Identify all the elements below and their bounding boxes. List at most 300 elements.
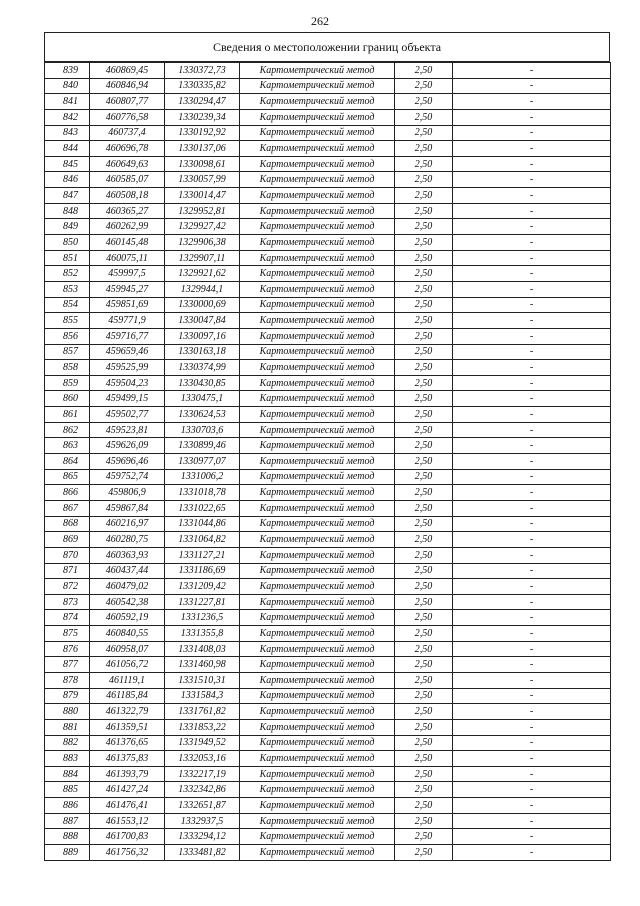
x-coordinate-cell: 460508,18 — [90, 188, 165, 204]
y-coordinate-cell: 1330097,16 — [165, 328, 240, 344]
point-number-cell: 886 — [45, 798, 90, 814]
point-number-cell: 875 — [45, 626, 90, 642]
x-coordinate-cell: 460846,94 — [90, 78, 165, 94]
description-cell: - — [453, 829, 611, 845]
accuracy-cell: 2,50 — [395, 688, 453, 704]
x-coordinate-cell: 460869,45 — [90, 63, 165, 79]
method-cell: Картометрический метод — [240, 719, 395, 735]
method-cell: Картометрический метод — [240, 845, 395, 861]
description-cell: - — [453, 704, 611, 720]
table-row — [45, 219, 611, 235]
description-cell: - — [453, 672, 611, 688]
accuracy-cell: 2,50 — [395, 281, 453, 297]
method-cell: Картометрический метод — [240, 469, 395, 485]
table-row — [45, 532, 611, 548]
y-coordinate-cell: 1330430,85 — [165, 375, 240, 391]
y-coordinate-cell: 1331408,03 — [165, 641, 240, 657]
method-cell: Картометрический метод — [240, 328, 395, 344]
description-cell: - — [453, 172, 611, 188]
method-cell: Картометрический метод — [240, 375, 395, 391]
accuracy-cell: 2,50 — [395, 360, 453, 376]
description-cell: - — [453, 594, 611, 610]
x-coordinate-cell: 460696,78 — [90, 141, 165, 157]
point-number-cell: 861 — [45, 407, 90, 423]
x-coordinate-cell: 459771,9 — [90, 313, 165, 329]
y-coordinate-cell: 1329921,62 — [165, 266, 240, 282]
y-coordinate-cell: 1331006,2 — [165, 469, 240, 485]
y-coordinate-cell: 1329906,38 — [165, 235, 240, 251]
table-row — [45, 281, 611, 297]
table-row — [45, 516, 611, 532]
accuracy-cell: 2,50 — [395, 328, 453, 344]
method-cell: Картометрический метод — [240, 219, 395, 235]
accuracy-cell: 2,50 — [395, 641, 453, 657]
method-cell: Картометрический метод — [240, 500, 395, 516]
x-coordinate-cell: 460585,07 — [90, 172, 165, 188]
point-number-cell: 854 — [45, 297, 90, 313]
method-cell: Картометрический метод — [240, 547, 395, 563]
y-coordinate-cell: 1330899,46 — [165, 438, 240, 454]
accuracy-cell: 2,50 — [395, 594, 453, 610]
table-row — [45, 719, 611, 735]
method-cell: Картометрический метод — [240, 813, 395, 829]
point-number-cell: 869 — [45, 532, 90, 548]
accuracy-cell: 2,50 — [395, 626, 453, 642]
accuracy-cell: 2,50 — [395, 704, 453, 720]
table-row — [45, 125, 611, 141]
description-cell: - — [453, 78, 611, 94]
method-cell: Картометрический метод — [240, 391, 395, 407]
description-cell: - — [453, 344, 611, 360]
method-cell: Картометрический метод — [240, 594, 395, 610]
x-coordinate-cell: 461553,12 — [90, 813, 165, 829]
accuracy-cell: 2,50 — [395, 438, 453, 454]
table-row — [45, 626, 611, 642]
table-row — [45, 829, 611, 845]
accuracy-cell: 2,50 — [395, 94, 453, 110]
y-coordinate-cell: 1330137,06 — [165, 141, 240, 157]
table-row — [45, 672, 611, 688]
x-coordinate-cell: 461119,1 — [90, 672, 165, 688]
y-coordinate-cell: 1330624,53 — [165, 407, 240, 423]
table-row — [45, 328, 611, 344]
point-number-cell: 859 — [45, 375, 90, 391]
y-coordinate-cell: 1333294,12 — [165, 829, 240, 845]
table-row — [45, 469, 611, 485]
accuracy-cell: 2,50 — [395, 610, 453, 626]
description-cell: - — [453, 266, 611, 282]
table-row — [45, 78, 611, 94]
method-cell: Картометрический метод — [240, 313, 395, 329]
section-title: Сведения о местоположении границ объекта — [44, 33, 610, 62]
y-coordinate-cell: 1333481,82 — [165, 845, 240, 861]
accuracy-cell: 2,50 — [395, 235, 453, 251]
table-row — [45, 188, 611, 204]
x-coordinate-cell: 459523,81 — [90, 422, 165, 438]
table-row — [45, 641, 611, 657]
point-number-cell: 888 — [45, 829, 90, 845]
accuracy-cell: 2,50 — [395, 469, 453, 485]
description-cell: - — [453, 438, 611, 454]
x-coordinate-cell: 459626,09 — [90, 438, 165, 454]
point-number-cell: 882 — [45, 735, 90, 751]
y-coordinate-cell: 1330014,47 — [165, 188, 240, 204]
description-cell: - — [453, 641, 611, 657]
accuracy-cell: 2,50 — [395, 344, 453, 360]
method-cell: Картометрический метод — [240, 563, 395, 579]
method-cell: Картометрический метод — [240, 78, 395, 94]
description-cell: - — [453, 235, 611, 251]
y-coordinate-cell: 1331022,65 — [165, 500, 240, 516]
description-cell: - — [453, 297, 611, 313]
description-cell: - — [453, 156, 611, 172]
y-coordinate-cell: 1331127,21 — [165, 547, 240, 563]
method-cell: Картометрический метод — [240, 798, 395, 814]
method-cell: Картометрический метод — [240, 688, 395, 704]
page-number: 262 — [311, 14, 329, 28]
table-row — [45, 594, 611, 610]
y-coordinate-cell: 1330372,73 — [165, 63, 240, 79]
table-row — [45, 156, 611, 172]
accuracy-cell: 2,50 — [395, 672, 453, 688]
table-row — [45, 172, 611, 188]
y-coordinate-cell: 1330977,07 — [165, 454, 240, 470]
method-cell: Картометрический метод — [240, 579, 395, 595]
y-coordinate-cell: 1331510,31 — [165, 672, 240, 688]
accuracy-cell: 2,50 — [395, 563, 453, 579]
point-number-cell: 842 — [45, 109, 90, 125]
accuracy-cell: 2,50 — [395, 297, 453, 313]
table-row — [45, 266, 611, 282]
point-number-cell: 848 — [45, 203, 90, 219]
accuracy-cell: 2,50 — [395, 172, 453, 188]
point-number-cell: 843 — [45, 125, 90, 141]
description-cell: - — [453, 500, 611, 516]
x-coordinate-cell: 461359,51 — [90, 719, 165, 735]
y-coordinate-cell: 1331186,69 — [165, 563, 240, 579]
table-row — [45, 688, 611, 704]
point-number-cell: 868 — [45, 516, 90, 532]
table-row — [45, 798, 611, 814]
table-row — [45, 500, 611, 516]
accuracy-cell: 2,50 — [395, 657, 453, 673]
point-number-cell: 864 — [45, 454, 90, 470]
description-cell: - — [453, 328, 611, 344]
accuracy-cell: 2,50 — [395, 78, 453, 94]
table-row — [45, 735, 611, 751]
point-number-cell: 851 — [45, 250, 90, 266]
point-number-cell: 841 — [45, 94, 90, 110]
method-cell: Картометрический метод — [240, 626, 395, 642]
x-coordinate-cell: 459867,84 — [90, 500, 165, 516]
method-cell: Картометрический метод — [240, 610, 395, 626]
table-row — [45, 391, 611, 407]
y-coordinate-cell: 1332217,19 — [165, 766, 240, 782]
y-coordinate-cell: 1331209,42 — [165, 579, 240, 595]
accuracy-cell: 2,50 — [395, 845, 453, 861]
table-row — [45, 250, 611, 266]
point-number-cell: 881 — [45, 719, 90, 735]
point-number-cell: 884 — [45, 766, 90, 782]
y-coordinate-cell: 1332053,16 — [165, 751, 240, 767]
x-coordinate-cell: 460840,55 — [90, 626, 165, 642]
description-cell: - — [453, 281, 611, 297]
table-row — [45, 438, 611, 454]
table-row — [45, 407, 611, 423]
coordinates-section — [44, 32, 610, 861]
method-cell: Картометрический метод — [240, 704, 395, 720]
y-coordinate-cell: 1331064,82 — [165, 532, 240, 548]
method-cell: Картометрический метод — [240, 109, 395, 125]
y-coordinate-cell: 1331044,86 — [165, 516, 240, 532]
description-cell: - — [453, 735, 611, 751]
accuracy-cell: 2,50 — [395, 751, 453, 767]
method-cell: Картометрический метод — [240, 516, 395, 532]
accuracy-cell: 2,50 — [395, 719, 453, 735]
point-number-cell: 877 — [45, 657, 90, 673]
x-coordinate-cell: 460437,44 — [90, 563, 165, 579]
table-row — [45, 813, 611, 829]
accuracy-cell: 2,50 — [395, 188, 453, 204]
point-number-cell: 871 — [45, 563, 90, 579]
accuracy-cell: 2,50 — [395, 454, 453, 470]
description-cell: - — [453, 188, 611, 204]
y-coordinate-cell: 1330239,34 — [165, 109, 240, 125]
y-coordinate-cell: 1331236,5 — [165, 610, 240, 626]
accuracy-cell: 2,50 — [395, 219, 453, 235]
table-row — [45, 704, 611, 720]
description-cell: - — [453, 63, 611, 79]
y-coordinate-cell: 1331584,3 — [165, 688, 240, 704]
accuracy-cell: 2,50 — [395, 829, 453, 845]
x-coordinate-cell: 459997,5 — [90, 266, 165, 282]
description-cell: - — [453, 547, 611, 563]
description-cell: - — [453, 422, 611, 438]
description-cell: - — [453, 125, 611, 141]
y-coordinate-cell: 1330098,61 — [165, 156, 240, 172]
y-coordinate-cell: 1331018,78 — [165, 485, 240, 501]
method-cell: Картометрический метод — [240, 641, 395, 657]
table-row — [45, 94, 611, 110]
table-row — [45, 782, 611, 798]
description-cell: - — [453, 798, 611, 814]
x-coordinate-cell: 461322,79 — [90, 704, 165, 720]
accuracy-cell: 2,50 — [395, 782, 453, 798]
table-row — [45, 547, 611, 563]
description-cell: - — [453, 485, 611, 501]
description-cell: - — [453, 813, 611, 829]
x-coordinate-cell: 461427,24 — [90, 782, 165, 798]
x-coordinate-cell: 461185,84 — [90, 688, 165, 704]
table-row — [45, 422, 611, 438]
description-cell: - — [453, 109, 611, 125]
x-coordinate-cell: 459504,23 — [90, 375, 165, 391]
accuracy-cell: 2,50 — [395, 109, 453, 125]
description-cell: - — [453, 360, 611, 376]
description-cell: - — [453, 610, 611, 626]
y-coordinate-cell: 1330057,99 — [165, 172, 240, 188]
method-cell: Картометрический метод — [240, 172, 395, 188]
y-coordinate-cell: 1330047,84 — [165, 313, 240, 329]
table-row — [45, 485, 611, 501]
x-coordinate-cell: 460216,97 — [90, 516, 165, 532]
point-number-cell: 867 — [45, 500, 90, 516]
y-coordinate-cell: 1332651,87 — [165, 798, 240, 814]
description-cell: - — [453, 719, 611, 735]
description-cell: - — [453, 563, 611, 579]
x-coordinate-cell: 461700,83 — [90, 829, 165, 845]
point-number-cell: 873 — [45, 594, 90, 610]
description-cell: - — [453, 94, 611, 110]
description-cell: - — [453, 516, 611, 532]
table-row — [45, 297, 611, 313]
method-cell: Картометрический метод — [240, 782, 395, 798]
x-coordinate-cell: 460958,07 — [90, 641, 165, 657]
y-coordinate-cell: 1330294,47 — [165, 94, 240, 110]
description-cell: - — [453, 219, 611, 235]
point-number-cell: 865 — [45, 469, 90, 485]
accuracy-cell: 2,50 — [395, 266, 453, 282]
point-number-cell: 862 — [45, 422, 90, 438]
accuracy-cell: 2,50 — [395, 313, 453, 329]
y-coordinate-cell: 1332342,86 — [165, 782, 240, 798]
accuracy-cell: 2,50 — [395, 156, 453, 172]
point-number-cell: 866 — [45, 485, 90, 501]
point-number-cell: 847 — [45, 188, 90, 204]
x-coordinate-cell: 459696,46 — [90, 454, 165, 470]
x-coordinate-cell: 460075,11 — [90, 250, 165, 266]
accuracy-cell: 2,50 — [395, 422, 453, 438]
y-coordinate-cell: 1331761,82 — [165, 704, 240, 720]
description-cell: - — [453, 250, 611, 266]
table-row — [45, 360, 611, 376]
accuracy-cell: 2,50 — [395, 391, 453, 407]
accuracy-cell: 2,50 — [395, 63, 453, 79]
point-number-cell: 856 — [45, 328, 90, 344]
point-number-cell: 857 — [45, 344, 90, 360]
y-coordinate-cell: 1331355,8 — [165, 626, 240, 642]
method-cell: Картометрический метод — [240, 766, 395, 782]
table-row — [45, 141, 611, 157]
point-number-cell: 850 — [45, 235, 90, 251]
y-coordinate-cell: 1331853,22 — [165, 719, 240, 735]
y-coordinate-cell: 1331949,52 — [165, 735, 240, 751]
accuracy-cell: 2,50 — [395, 407, 453, 423]
y-coordinate-cell: 1330374,99 — [165, 360, 240, 376]
accuracy-cell: 2,50 — [395, 375, 453, 391]
x-coordinate-cell: 460363,93 — [90, 547, 165, 563]
description-cell: - — [453, 766, 611, 782]
table-row — [45, 203, 611, 219]
point-number-cell: 874 — [45, 610, 90, 626]
point-number-cell: 855 — [45, 313, 90, 329]
description-cell: - — [453, 391, 611, 407]
point-number-cell: 870 — [45, 547, 90, 563]
x-coordinate-cell: 459752,74 — [90, 469, 165, 485]
x-coordinate-cell: 459716,77 — [90, 328, 165, 344]
point-number-cell: 846 — [45, 172, 90, 188]
y-coordinate-cell: 1329952,81 — [165, 203, 240, 219]
accuracy-cell: 2,50 — [395, 766, 453, 782]
x-coordinate-cell: 459502,77 — [90, 407, 165, 423]
table-row — [45, 375, 611, 391]
method-cell: Картометрический метод — [240, 360, 395, 376]
table-row — [45, 610, 611, 626]
method-cell: Картометрический метод — [240, 266, 395, 282]
description-cell: - — [453, 141, 611, 157]
table-row — [45, 454, 611, 470]
y-coordinate-cell: 1332937,5 — [165, 813, 240, 829]
table-row — [45, 657, 611, 673]
method-cell: Картометрический метод — [240, 344, 395, 360]
method-cell: Картометрический метод — [240, 422, 395, 438]
method-cell: Картометрический метод — [240, 281, 395, 297]
accuracy-cell: 2,50 — [395, 579, 453, 595]
point-number-cell: 845 — [45, 156, 90, 172]
x-coordinate-cell: 461375,83 — [90, 751, 165, 767]
y-coordinate-cell: 1331227,81 — [165, 594, 240, 610]
method-cell: Картометрический метод — [240, 532, 395, 548]
x-coordinate-cell: 460776,58 — [90, 109, 165, 125]
table-row — [45, 563, 611, 579]
y-coordinate-cell: 1329944,1 — [165, 281, 240, 297]
method-cell: Картометрический метод — [240, 735, 395, 751]
x-coordinate-cell: 459525,99 — [90, 360, 165, 376]
method-cell: Картометрический метод — [240, 63, 395, 79]
x-coordinate-cell: 461393,79 — [90, 766, 165, 782]
point-number-cell: 883 — [45, 751, 90, 767]
x-coordinate-cell: 460280,75 — [90, 532, 165, 548]
point-number-cell: 853 — [45, 281, 90, 297]
description-cell: - — [453, 626, 611, 642]
method-cell: Картометрический метод — [240, 657, 395, 673]
x-coordinate-cell: 461476,41 — [90, 798, 165, 814]
y-coordinate-cell: 1330475,1 — [165, 391, 240, 407]
y-coordinate-cell: 1330335,82 — [165, 78, 240, 94]
point-number-cell: 849 — [45, 219, 90, 235]
description-cell: - — [453, 454, 611, 470]
accuracy-cell: 2,50 — [395, 125, 453, 141]
description-cell: - — [453, 407, 611, 423]
method-cell: Картометрический метод — [240, 188, 395, 204]
y-coordinate-cell: 1331460,98 — [165, 657, 240, 673]
point-number-cell: 852 — [45, 266, 90, 282]
table-row — [45, 313, 611, 329]
point-number-cell: 887 — [45, 813, 90, 829]
method-cell: Картометрический метод — [240, 438, 395, 454]
point-number-cell: 879 — [45, 688, 90, 704]
table-row — [45, 344, 611, 360]
point-number-cell: 885 — [45, 782, 90, 798]
accuracy-cell: 2,50 — [395, 532, 453, 548]
accuracy-cell: 2,50 — [395, 547, 453, 563]
accuracy-cell: 2,50 — [395, 485, 453, 501]
x-coordinate-cell: 459806,9 — [90, 485, 165, 501]
y-coordinate-cell: 1329907,11 — [165, 250, 240, 266]
x-coordinate-cell: 460649,63 — [90, 156, 165, 172]
x-coordinate-cell: 460365,27 — [90, 203, 165, 219]
method-cell: Картометрический метод — [240, 672, 395, 688]
accuracy-cell: 2,50 — [395, 203, 453, 219]
method-cell: Картометрический метод — [240, 751, 395, 767]
table-row — [45, 235, 611, 251]
accuracy-cell: 2,50 — [395, 141, 453, 157]
x-coordinate-cell: 460145,48 — [90, 235, 165, 251]
description-cell: - — [453, 782, 611, 798]
coordinates-table-body — [45, 63, 611, 861]
x-coordinate-cell: 460542,38 — [90, 594, 165, 610]
x-coordinate-cell: 459659,46 — [90, 344, 165, 360]
